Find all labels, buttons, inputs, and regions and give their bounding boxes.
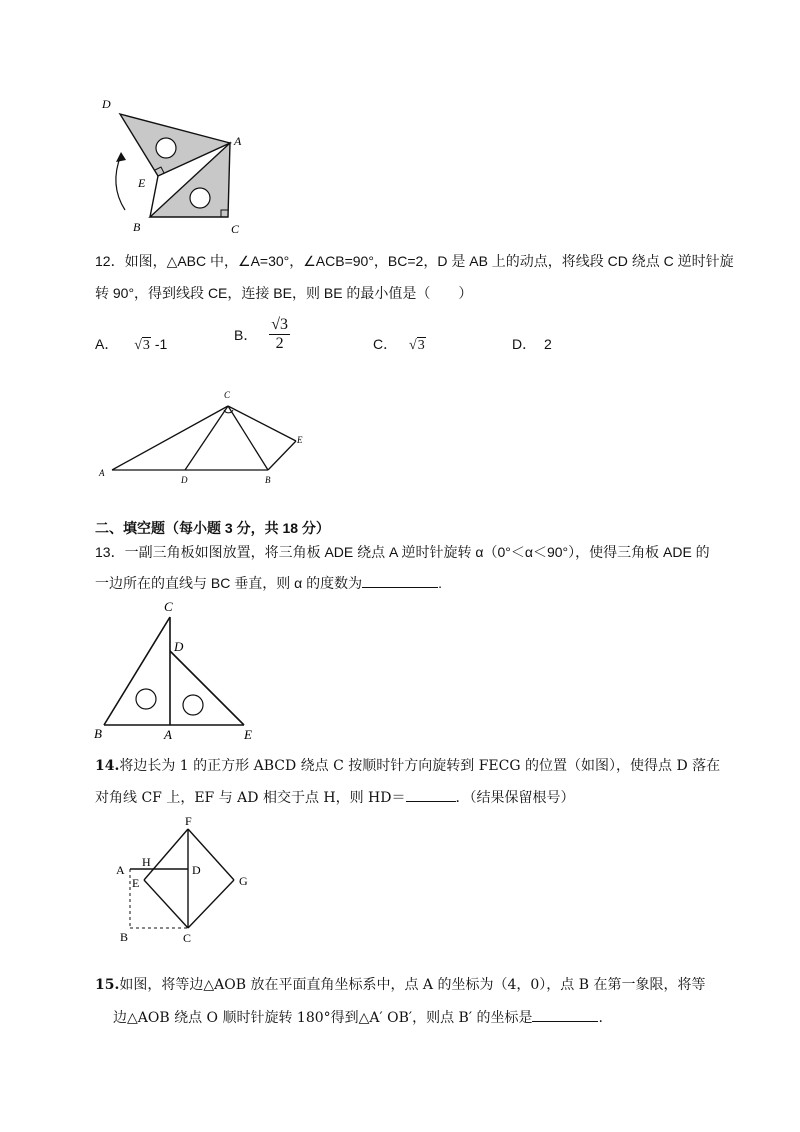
seg-cd (185, 406, 228, 470)
option-b-denominator: 2 (275, 335, 284, 352)
label-a: A (99, 468, 105, 478)
hole-right (183, 695, 203, 715)
q12-option-c (373, 334, 426, 356)
label-d: D (102, 97, 111, 111)
hole-upper (156, 138, 176, 158)
q15-line2 (113, 1008, 603, 1028)
label-c: C (183, 931, 192, 945)
option-a-label: A． (95, 336, 119, 352)
label-e: E (244, 727, 252, 742)
hole-left (136, 689, 156, 709)
q12-line1: 12．如图，△ABC 中，∠A=30°，∠ACB=90°，BC=2，D 是 AB 上的动点，将线段 CD 绕点 C 逆时针旋 (95, 253, 734, 269)
q12-option-b (234, 316, 290, 372)
label-b: B (265, 475, 271, 485)
q14-line1-text: 将边长为 1 的正方形 ABCD 绕点 C 按顺时针方向旋转到 FECG 的位置（如图），使得点 D 落在 (119, 758, 721, 774)
option-c-radicand: 3 (417, 338, 425, 353)
label-b: B (94, 726, 102, 741)
q14-line2-text: 对角线 CF 上，EF 与 AD 相交于点 H，则 HD＝ (95, 790, 406, 806)
option-b-radicand: 3 (280, 316, 289, 333)
label-c: C (231, 222, 240, 236)
option-b-label: B． (234, 326, 258, 343)
q13-line1: 13．一副三角板如图放置，将三角板 ADE 绕点 A 逆时针旋转 α（0°＜α＜90°），使得三角板 ADE 的 (95, 544, 710, 560)
figure-q11 (95, 90, 265, 240)
q15-number: 15. (95, 977, 120, 993)
seg-eb (268, 441, 296, 470)
label-e: E (138, 176, 146, 190)
option-b-fraction (269, 316, 290, 353)
label-a: A (116, 863, 125, 877)
label-d: D (181, 475, 188, 485)
q12-option-d (512, 334, 552, 354)
option-c-label: C． (373, 336, 398, 352)
q13-answer-blank[interactable] (362, 587, 438, 588)
option-c-sqrt: √3 (409, 338, 425, 353)
q15-answer-blank[interactable] (532, 1021, 598, 1022)
q15-line1 (95, 975, 705, 995)
q13-line2-text: 一边所在的直线与 BC 垂直，则 α 的度数为 (95, 575, 363, 591)
label-b: B (120, 930, 129, 944)
label-a: A (234, 134, 242, 148)
rotation-arrow (116, 155, 125, 210)
q14-answer-blank[interactable] (406, 801, 456, 802)
option-a-suffix: -1 (154, 336, 168, 352)
label-e: E (297, 435, 303, 445)
option-b-numerator: √3 (271, 316, 289, 333)
seg-ec (144, 880, 188, 928)
option-a-sqrt: √3 (134, 338, 150, 353)
q14-line1 (95, 756, 720, 776)
hole-lower (190, 188, 210, 208)
option-a-radicand: 3 (142, 338, 150, 353)
seg-ac (112, 406, 228, 470)
q13-line2 (95, 573, 442, 593)
q15-line2-end: . (598, 1010, 603, 1026)
label-c: C (164, 599, 173, 614)
seg-de (170, 651, 244, 725)
q15-line2-text: 边△AOB 绕点 O 顺时针旋转 180°得到△A′ OB′，则点 B′ 的坐标是 (113, 1010, 533, 1026)
figure-q13 (92, 595, 267, 743)
label-d: D (174, 639, 184, 654)
label-b: B (133, 220, 141, 234)
q15-line1-text: 如图，将等边△AOB 放在平面直角坐标系中，点 A 的坐标为（4，0），点 B 在第一象限，将等 (119, 977, 706, 993)
label-h: H (142, 855, 151, 869)
seg-bc (104, 617, 170, 725)
label-a: A (164, 727, 172, 742)
label-e: E (132, 876, 140, 890)
q13-line2-end: . (438, 575, 442, 591)
q14-line2 (95, 788, 575, 808)
q12-line2: 转 90°，得到线段 CE，连接 BE，则 BE 的最小值是（ ） (95, 285, 473, 301)
label-f: F (185, 814, 192, 828)
option-d-value: 2 (544, 336, 552, 352)
q12-option-a (95, 334, 167, 356)
figure-q12 (95, 386, 320, 491)
figure-q14 (112, 812, 262, 947)
q14-line2-end: ．（结果保留根号） (455, 790, 575, 806)
label-d: D (192, 863, 201, 877)
label-c: C (224, 390, 231, 400)
section2-heading: 二、填空题（每小题 3 分，共 18 分） (95, 520, 330, 536)
label-g: G (239, 874, 248, 888)
rotation-arrowhead (116, 152, 126, 162)
seg-cg (188, 880, 234, 928)
q14-number: 14. (95, 758, 120, 774)
option-d-label: D． (512, 336, 537, 352)
